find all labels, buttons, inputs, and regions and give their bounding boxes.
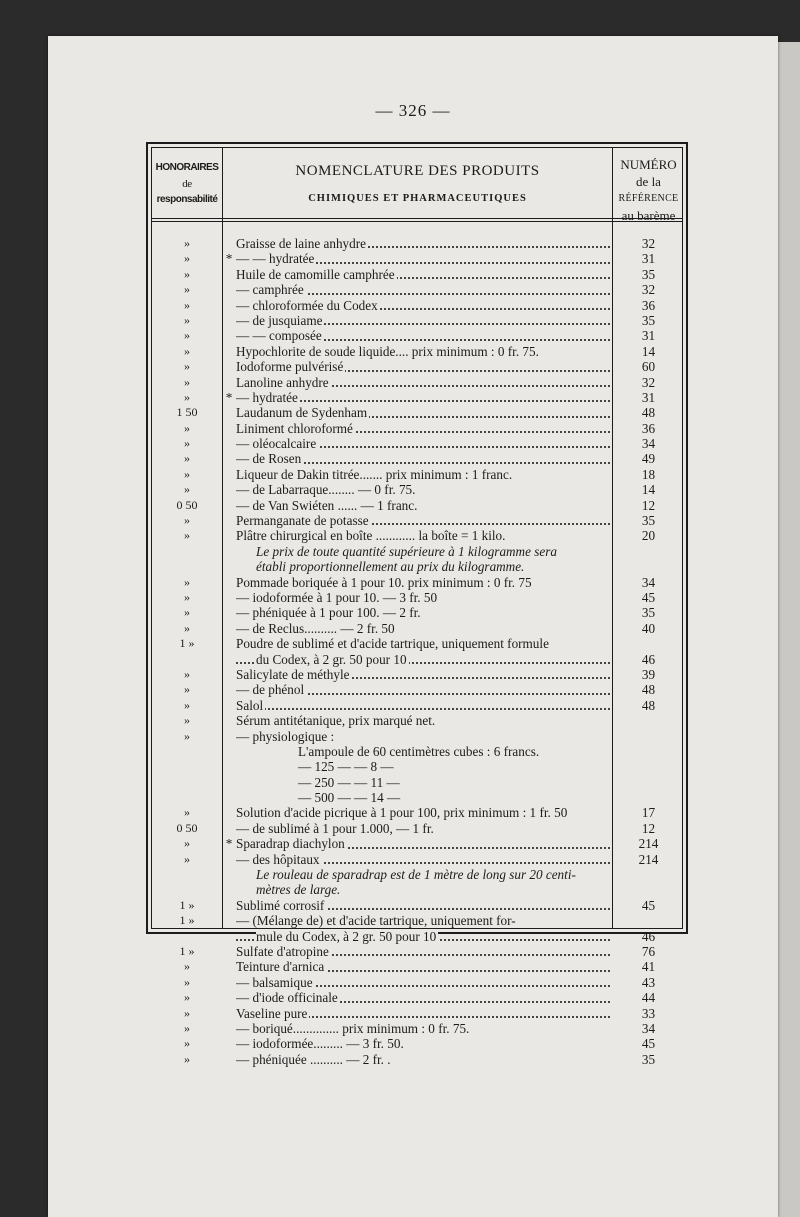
table-row [152,482,682,497]
product-label: — oléocalcaire [236,436,317,452]
responsibility-fee: » [184,836,190,851]
reference-number: 34 [641,436,656,452]
product-name [236,467,610,482]
product-name [236,744,610,759]
reference-number: 31 [641,251,656,267]
adjacent-page-edge [778,42,800,1217]
product-name [236,436,610,451]
reference-number: 49 [641,451,656,467]
product-label: Permanganate de potasse [236,513,369,529]
product-name [236,282,610,297]
table-row [152,636,682,651]
responsibility-fee: » [184,574,190,589]
table-row [152,959,682,974]
reference-number: 18 [641,466,656,482]
table-row [152,913,682,928]
table-row [152,944,682,959]
product-label: Pommade boriquée à 1 pour 10. prix minimum : 0 fr. 75 [236,574,532,590]
responsibility-fee: » [184,589,190,604]
product-label: — de sublimé à 1 pour 1.000, — 1 fr. [236,820,434,836]
product-name [236,375,610,390]
reference-number: 14 [641,482,656,498]
table-row [152,975,682,990]
reference-number: 35 [641,312,656,328]
product-label: — chloroformée du Codex [236,297,378,313]
product-label: Le prix de toute quantité supérieure à 1 kilogramme sera [256,543,557,559]
document-page [48,36,778,1217]
table-row [152,451,682,466]
table-row [152,744,682,759]
product-label: — camphrée [236,282,304,298]
table-row [152,1052,682,1067]
product-name [236,636,610,651]
product-name [236,852,610,867]
product-label: Iodoforme pulvérisé [236,359,344,375]
product-name [236,559,610,574]
product-label: Poudre de sublimé et d'acide tartrique, uniquement formule [236,636,549,652]
table-row [152,344,682,359]
product-name [236,313,610,328]
responsibility-fee: » [184,682,190,697]
table-row [152,729,682,744]
responsibility-fee: » [184,1036,190,1051]
responsibility-fee: » [184,266,190,281]
product-name [236,528,610,543]
product-name [236,405,610,420]
product-label: — des hôpitaux [236,851,320,867]
product-label: — physiologique : [236,728,335,744]
product-label: — balsamique [236,974,313,990]
responsibility-fee: 1 » [179,913,195,928]
table-row [152,421,682,436]
product-label: Liqueur de Dakin titrée....... prix minimum : 1 franc. [236,466,513,482]
table-row [152,528,682,543]
responsibility-fee: » [184,466,190,481]
responsibility-fee: » [184,697,190,712]
price-table [146,142,688,1067]
table-row [152,436,682,451]
reference-number: 44 [641,990,656,1006]
responsibility-fee: » [184,620,190,635]
product-label: Teinture d'arnica [236,959,325,975]
product-name [236,1036,610,1051]
table-row [152,652,682,667]
reference-number: 45 [641,1036,656,1052]
product-label: Sulfate d'atropine [236,943,329,959]
reference-number: 35 [641,605,656,621]
product-name [236,990,610,1005]
product-label: — — composée [236,328,322,344]
header-reference-number [613,156,684,224]
product-name [236,821,610,836]
table-row [152,251,682,266]
product-name [236,328,610,343]
product-label: Laudanum de Sydenham [236,405,368,421]
product-name [236,513,610,528]
product-name [236,975,610,990]
leader-dots [236,708,610,710]
reference-number: 32 [641,374,656,390]
table-row [152,298,682,313]
table-row [152,328,682,343]
product-label: établi proportionnellement au prix du kilogramme. [256,559,525,575]
responsibility-fee: 1 » [179,943,195,958]
reference-number: 48 [641,697,656,713]
responsibility-fee: » [184,359,190,374]
header-resp-line: responsabilité [156,194,218,205]
table-row [152,1006,682,1021]
asterisk-mark: * [225,389,233,405]
responsibility-fee: » [184,805,190,820]
table-row [152,544,682,559]
header-divider [152,221,682,222]
product-name [236,344,610,359]
header-ref-line: de la [636,174,661,189]
table-row [152,513,682,528]
product-name [236,236,610,251]
product-label: — 500 — — 14 — [298,790,401,806]
product-label: Salicylate de méthyle [236,666,350,682]
product-label: — (Mélange de) et d'acide tartrique, uniquement for- [236,913,516,929]
product-name [236,898,610,913]
product-label: — de Rosen [236,451,302,467]
product-name [236,621,610,636]
product-label: Graisse de laine anhydre [236,236,366,251]
product-name [236,836,610,851]
responsibility-fee: 1 50 [176,405,198,420]
reference-number: 33 [641,1005,656,1021]
price-table-inner [151,147,683,1067]
product-label: — de phénol [236,682,305,698]
responsibility-fee: » [184,974,190,989]
table-row [152,313,682,328]
table-row [152,1021,682,1036]
responsibility-fee: » [184,343,190,358]
reference-number: 35 [641,266,656,282]
responsibility-fee: » [184,328,190,343]
responsibility-fee: » [184,728,190,743]
table-row [152,759,682,774]
product-label: — de Reclus.......... — 2 fr. 50 [236,620,395,636]
reference-number: 12 [641,820,656,836]
responsibility-fee: 0 50 [176,497,198,512]
header-divider [152,218,682,219]
product-label: Sparadrap diachylon [236,836,345,852]
table-row [152,390,682,405]
table-row [152,821,682,836]
table-row [152,882,682,897]
product-label: mule du Codex, à 2 gr. 50 pour 10 [256,928,437,944]
responsibility-fee: » [184,666,190,681]
reference-number: 46 [641,928,656,944]
product-name [236,944,610,959]
product-label: Salol [236,697,264,713]
responsibility-fee: » [184,482,190,497]
product-name [236,667,610,682]
product-label: — de jusquiame [236,312,323,328]
reference-number: 17 [641,805,656,821]
table-row [152,375,682,390]
product-name [236,959,610,974]
product-name [236,451,610,466]
product-label: — iodoformée à 1 pour 10. — 3 fr. 50 [236,589,438,605]
product-name [236,498,610,513]
reference-number: 14 [641,343,656,359]
table-row [152,405,682,420]
responsibility-fee: » [184,713,190,728]
product-label: — phéniquée à 1 pour 100. — 2 fr. [236,605,421,621]
responsibility-fee: 1 » [179,897,195,912]
product-name [236,1006,610,1021]
table-row [152,805,682,820]
reference-number: 45 [641,897,656,913]
responsibility-fee: » [184,236,190,250]
table-row [152,236,682,251]
table-row [152,790,682,805]
table-row [152,498,682,513]
product-name [236,590,610,605]
reference-number: 41 [641,959,656,975]
reference-number: 31 [641,328,656,344]
responsibility-fee: » [184,282,190,297]
product-label: Sublimé corrosif [236,897,325,913]
table-row [152,682,682,697]
header-resp-line: HONORAIRES [155,162,219,173]
product-label: — — hydratée [236,251,315,267]
responsibility-fee: » [184,389,190,404]
responsibility-fee: » [184,605,190,620]
product-label: Solution d'acide picrique à 1 pour 100, prix minimum : 1 fr. 50 [236,805,568,821]
product-name [236,251,610,266]
product-name [236,713,610,728]
responsibility-fee: » [184,297,190,312]
reference-number: 35 [641,1051,656,1067]
header-products-subtitle: CHIMIQUES ET PHARMACEUTIQUES [308,193,527,204]
responsibility-fee: » [184,1005,190,1020]
reference-number: 34 [641,1020,656,1036]
product-name [236,729,610,744]
table-row [152,467,682,482]
table-row [152,929,682,944]
reference-number: 32 [641,282,656,298]
product-label: — iodoformée......... — 3 fr. 50. [236,1036,404,1052]
product-name [236,913,610,928]
responsibility-fee: » [184,1020,190,1035]
reference-number: 36 [641,297,656,313]
product-label: — 125 — — 8 — [298,759,394,775]
header-resp-line: de [182,178,192,190]
product-name [236,1021,610,1036]
product-label: — de Van Swiéten ...... — 1 franc. [236,497,418,513]
product-label: — d'iode officinale [236,990,338,1006]
page-number: — 326 — [375,101,451,120]
responsibility-fee: » [184,374,190,389]
reference-number: 214 [638,851,659,867]
product-name [236,805,610,820]
table-row [152,990,682,1005]
product-name [236,359,610,374]
product-name [236,267,610,282]
table-row [152,282,682,297]
reference-number: 39 [641,666,656,682]
product-label: — de Labarraque........ — 0 fr. 75. [236,482,416,498]
responsibility-fee: » [184,1051,190,1066]
product-label: Sérum antitétanique, prix marqué net. [236,713,436,729]
responsibility-fee: » [184,251,190,266]
responsibility-fee: 0 50 [176,820,198,835]
asterisk-mark: * [225,836,233,852]
responsibility-fee: » [184,436,190,451]
reference-number: 60 [641,359,656,375]
reference-number: 34 [641,574,656,590]
reference-number: 46 [641,651,656,667]
product-name [236,298,610,313]
product-name [236,867,610,882]
responsibility-fee: » [184,513,190,528]
reference-number: 35 [641,513,656,529]
product-label: Plâtre chirurgical en boîte ............ la boîte = 1 kilo. [236,528,506,544]
product-name [236,544,610,559]
table-row [152,575,682,590]
product-name [236,605,610,620]
responsibility-fee: » [184,451,190,466]
reference-number: 48 [641,682,656,698]
product-name [236,390,610,405]
reference-number: 43 [641,974,656,990]
product-label: Vaseline pure [236,1005,308,1021]
reference-number: 40 [641,620,656,636]
reference-number: 32 [641,236,656,251]
table-row [152,867,682,882]
responsibility-fee: » [184,528,190,543]
product-name [236,698,610,713]
reference-number: 36 [641,420,656,436]
responsibility-fee: » [184,959,190,974]
table-row [152,621,682,636]
product-label: — boriqué.............. prix minimum : 0 fr. 75. [236,1020,470,1036]
reference-number: 48 [641,405,656,421]
reference-number: 20 [641,528,656,544]
table-row [152,775,682,790]
responsibility-fee: » [184,312,190,327]
responsibility-fee: » [184,851,190,866]
header-ref-line: au barème [621,208,676,223]
table-row [152,359,682,374]
table-row [152,698,682,713]
product-label: du Codex, à 2 gr. 50 pour 10 [256,651,407,667]
table-row [152,898,682,913]
header-products-title: NOMENCLATURE DES PRODUITS [295,163,540,179]
product-label: Liniment chloroformé [236,420,353,436]
product-label: Le rouleau de sparadrap est de 1 mètre de long sur 20 centi- [256,867,576,883]
product-label: mètres de large. [256,882,341,898]
table-row [152,605,682,620]
reference-number: 12 [641,497,656,513]
product-name [236,759,610,774]
table-row [152,590,682,605]
product-name [236,652,610,667]
product-label: Huile de camomille camphrée [236,266,395,282]
table-row [152,667,682,682]
header-ref-line: NUMÉRO [620,157,677,172]
table-row [152,852,682,867]
reference-number: 76 [641,943,656,959]
product-name [236,775,610,790]
product-label: — hydratée [236,389,298,405]
table-row [152,267,682,282]
table-row [152,1036,682,1051]
table-row [152,836,682,851]
product-name [236,929,610,944]
header-ref-line: RÉFÉRENCE [618,193,679,204]
product-label: Hypochlorite de soude liquide.... prix minimum : 0 fr. 75. [236,343,539,359]
reference-number: 31 [641,389,656,405]
product-name [236,575,610,590]
table-row [152,559,682,574]
product-label: — 250 — — 11 — [298,774,400,790]
reference-number: 214 [638,836,659,852]
product-name [236,882,610,897]
responsibility-fee: 1 » [179,636,195,651]
product-label: — phéniquée .......... — 2 fr. . [236,1051,391,1067]
table-body [152,236,682,1067]
product-name [236,1052,610,1067]
product-name [236,482,610,497]
responsibility-fee: » [184,990,190,1005]
product-name [236,790,610,805]
table-row [152,713,682,728]
responsibility-fee: » [184,420,190,435]
product-label: Lanoline anhydre [236,374,329,390]
product-name [236,421,610,436]
product-name [236,682,610,697]
asterisk-mark: * [225,251,233,267]
header-responsibility-fees [152,160,222,208]
product-label: L'ampoule de 60 centimètres cubes : 6 francs. [298,743,540,759]
reference-number: 45 [641,589,656,605]
